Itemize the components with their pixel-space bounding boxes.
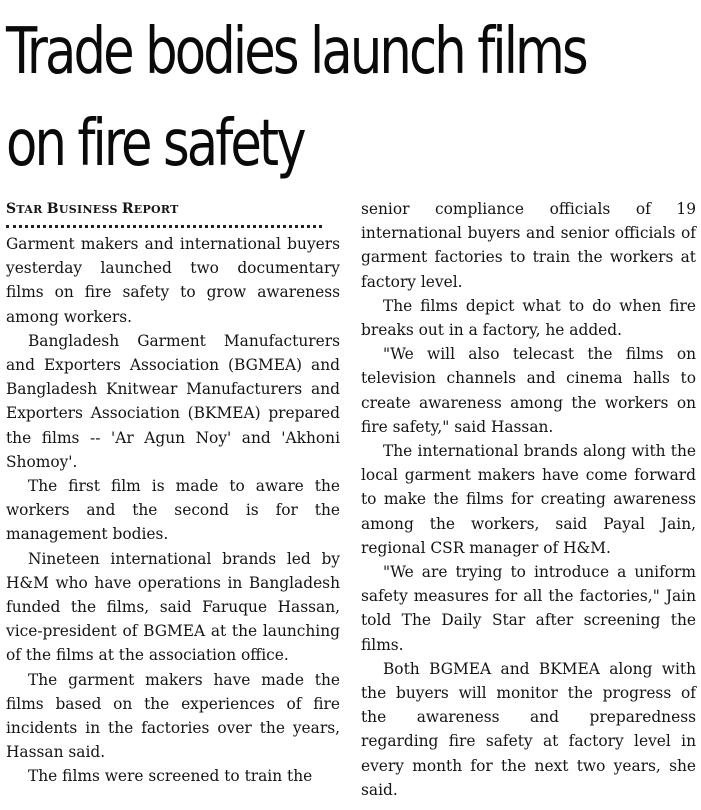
headline-line-2: on fire safety (6, 107, 304, 181)
paragraph: Nineteen international brands led by H&M who have operations in Bangladesh funded the films, said Faruque Hassan, vice-president of BGMEA at the launching of the films at the association office. (6, 549, 340, 665)
byline-rest-3: EPORT (133, 203, 179, 216)
paragraph: "We will also telecast the films on television channels and cinema halls to create awareness among the workers on fire safety," said Hassan. (361, 345, 696, 436)
paragraph: Both BGMEA and BKMEA along with the buyers will monitor the progress of the awareness and preparedness regarding fire safety at factory level in every month for the next two years, she said. (361, 659, 696, 799)
paragraph: "We are trying to introduce a uniform safety measures for all the factories," Jain told The Daily Star after screening the films. (361, 563, 696, 654)
paragraph: The first film is made to aware the workers and the second is for the management bodies. (6, 477, 340, 544)
byline-initial-2: B (46, 201, 59, 217)
byline-initial-1: S (6, 201, 17, 217)
left-column (6, 197, 340, 789)
paragraph: The films were screened to train the (28, 767, 313, 786)
paragraph-lead: Garment makers and international buyers yesterday launched two documentary films on fire safety to grow awareness among workers. (6, 235, 340, 326)
paragraph: The films depict what to do when fire breaks out in a factory, he added. (361, 296, 696, 340)
byline-initial-3: R (121, 201, 134, 217)
headline-line-1: Trade bodies launch films (6, 15, 586, 89)
paragraph-continued: senior compliance officials of 19 international buyers and senior officials of garment factories to train the workers at factory level. (361, 200, 696, 291)
byline-rest-1: TAR (16, 203, 47, 216)
headline (6, 4, 586, 188)
paragraph: Bangladesh Garment Manufacturers and Exporters Association (BGMEA) and Bangladesh Knitwear Manufacturers and Exporters Association (BKMEA) prepared the films -- 'Ar Agun Noy' and 'Akhoni Shomoy'. (6, 331, 340, 471)
paragraph: The garment makers have made the films based on the experiences of fire incidents in the factories over the years, Hassan said. (6, 670, 340, 762)
byline-divider (6, 225, 322, 228)
byline-rest-2: USINESS (58, 203, 122, 216)
paragraph: The international brands along with the local garment makers have come forward to make the films for creating awareness among the workers, said Payal Jain, regional CSR manager of H&M. (361, 442, 696, 557)
right-column (361, 197, 696, 802)
byline (6, 197, 340, 221)
